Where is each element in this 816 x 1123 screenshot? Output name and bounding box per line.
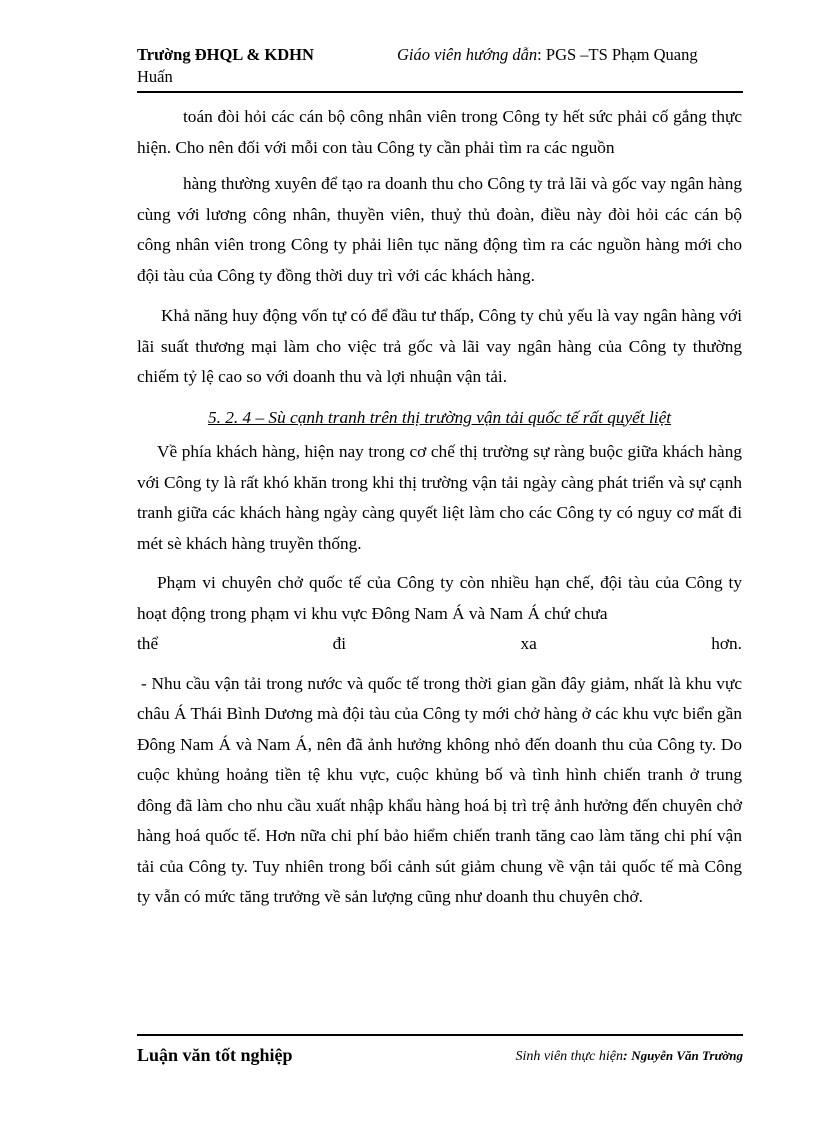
- spread-word: xa: [520, 634, 537, 653]
- page-header: [137, 44, 742, 88]
- spread-word: thể: [137, 634, 159, 653]
- header-school: Trường ĐHQL & KDHN: [137, 45, 314, 64]
- header-teacher-name: PGS –TS Phạm Quang: [545, 45, 698, 64]
- footer-student-name: Nguyễn Văn Trường: [631, 1048, 743, 1063]
- paragraph-5: Phạm vi chuyên chở quốc tế của Công ty còn nhiều hạn chế, đội tàu của Công ty hoạt động trong phạm vi khu vực Đông Nam Á và Nam Á chứ chưa: [137, 573, 742, 623]
- spread-word: hơn.: [711, 634, 742, 653]
- footer-divider: [137, 1034, 743, 1036]
- footer-title: Luận văn tốt nghiệp: [137, 1045, 293, 1065]
- header-teacher-name-continued: Huấn: [137, 67, 173, 86]
- section-heading: 5. 2. 4 – Sù cạnh tranh trên thị trường vận tải quốc tế rất quyết liệt: [207, 407, 672, 427]
- footer-student-separator: :: [623, 1049, 628, 1064]
- header-teacher: [397, 44, 698, 66]
- page-body: [137, 102, 742, 913]
- header-divider: [137, 91, 743, 93]
- paragraph-2: hàng thường xuyên để tạo ra doanh thu cho Công ty trả lãi và gốc vay ngân hàng cùng với lương công nhân, thuyền viên, thuỷ thủ đoàn, điều này đòi hỏi các cán bộ công nhân viên trong Công ty phải liên tục năng động tìm ra các nguồn hàng mới cho đội tàu của Công ty đồng thời duy trì với các khách hàng.: [137, 174, 742, 285]
- spread-word: đi: [332, 634, 347, 653]
- header-teacher-label: Giáo viên hướng dẫn: [397, 45, 538, 64]
- footer-student-label: Sinh viên thực hiện: [515, 1049, 624, 1064]
- paragraph-5-last-line: [137, 629, 742, 660]
- page-footer: [137, 1045, 743, 1071]
- header-teacher-separator: :: [537, 45, 542, 64]
- paragraph-6: - Nhu cầu vận tải trong nước và quốc tế trong thời gian gần đây giảm, nhất là khu vực châu Á Thái Bình Dương mà đội tàu của Công ty mới chở hàng ở các khu vực biển gần Đông Nam Á và Nam Á, nên đã ảnh hưởng không nhỏ đến doanh thu của Công ty. Do cuộc khủng hoảng tiền tệ khu vực, cuộc khủng bố và tình hình chiến tranh ở trung đông đã làm cho nhu cầu xuất nhập khẩu hàng hoá bị trì trệ ảnh hưởng đến chuyên chở hàng hoá quốc tế. Hơn nữa chi phí bảo hiểm chiến tranh tăng cao làm tăng chi phí vận tải của Công ty. Tuy nhiên trong bối cảnh sút giảm chung về vận tải quốc tế mà Công ty vẫn có mức tăng trưởng về sản lượng cũng như doanh thu chuyên chở.: [137, 673, 742, 906]
- paragraph-3: Khả năng huy động vốn tự có để đầu tư thấp, Công ty chủ yếu là vay ngân hàng với lãi suất thương mại làm cho việc trả gốc và lãi vay ngân hàng của Công ty thường chiếm tỷ lệ cao so với doanh thu và lợi nhuận vận tải.: [137, 306, 742, 386]
- paragraph-4: Về phía khách hàng, hiện nay trong cơ chế thị trường sự ràng buộc giữa khách hàng với Công ty là rất khó khăn trong khi thị trường vận tải ngày càng phát triển và sự cạnh tranh giữa các khách hàng ngày càng quyết liệt làm cho các Công ty có nguy cơ mất đi mét sè khách hàng truyền thống.: [137, 442, 742, 553]
- paragraph-1: toán đòi hỏi các cán bộ công nhân viên trong Công ty hết sức phải cố gắng thực hiện. Cho nên đối với mỗi con tàu Công ty cần phải tìm ra các nguồn: [137, 107, 742, 157]
- footer-student: [515, 1048, 743, 1065]
